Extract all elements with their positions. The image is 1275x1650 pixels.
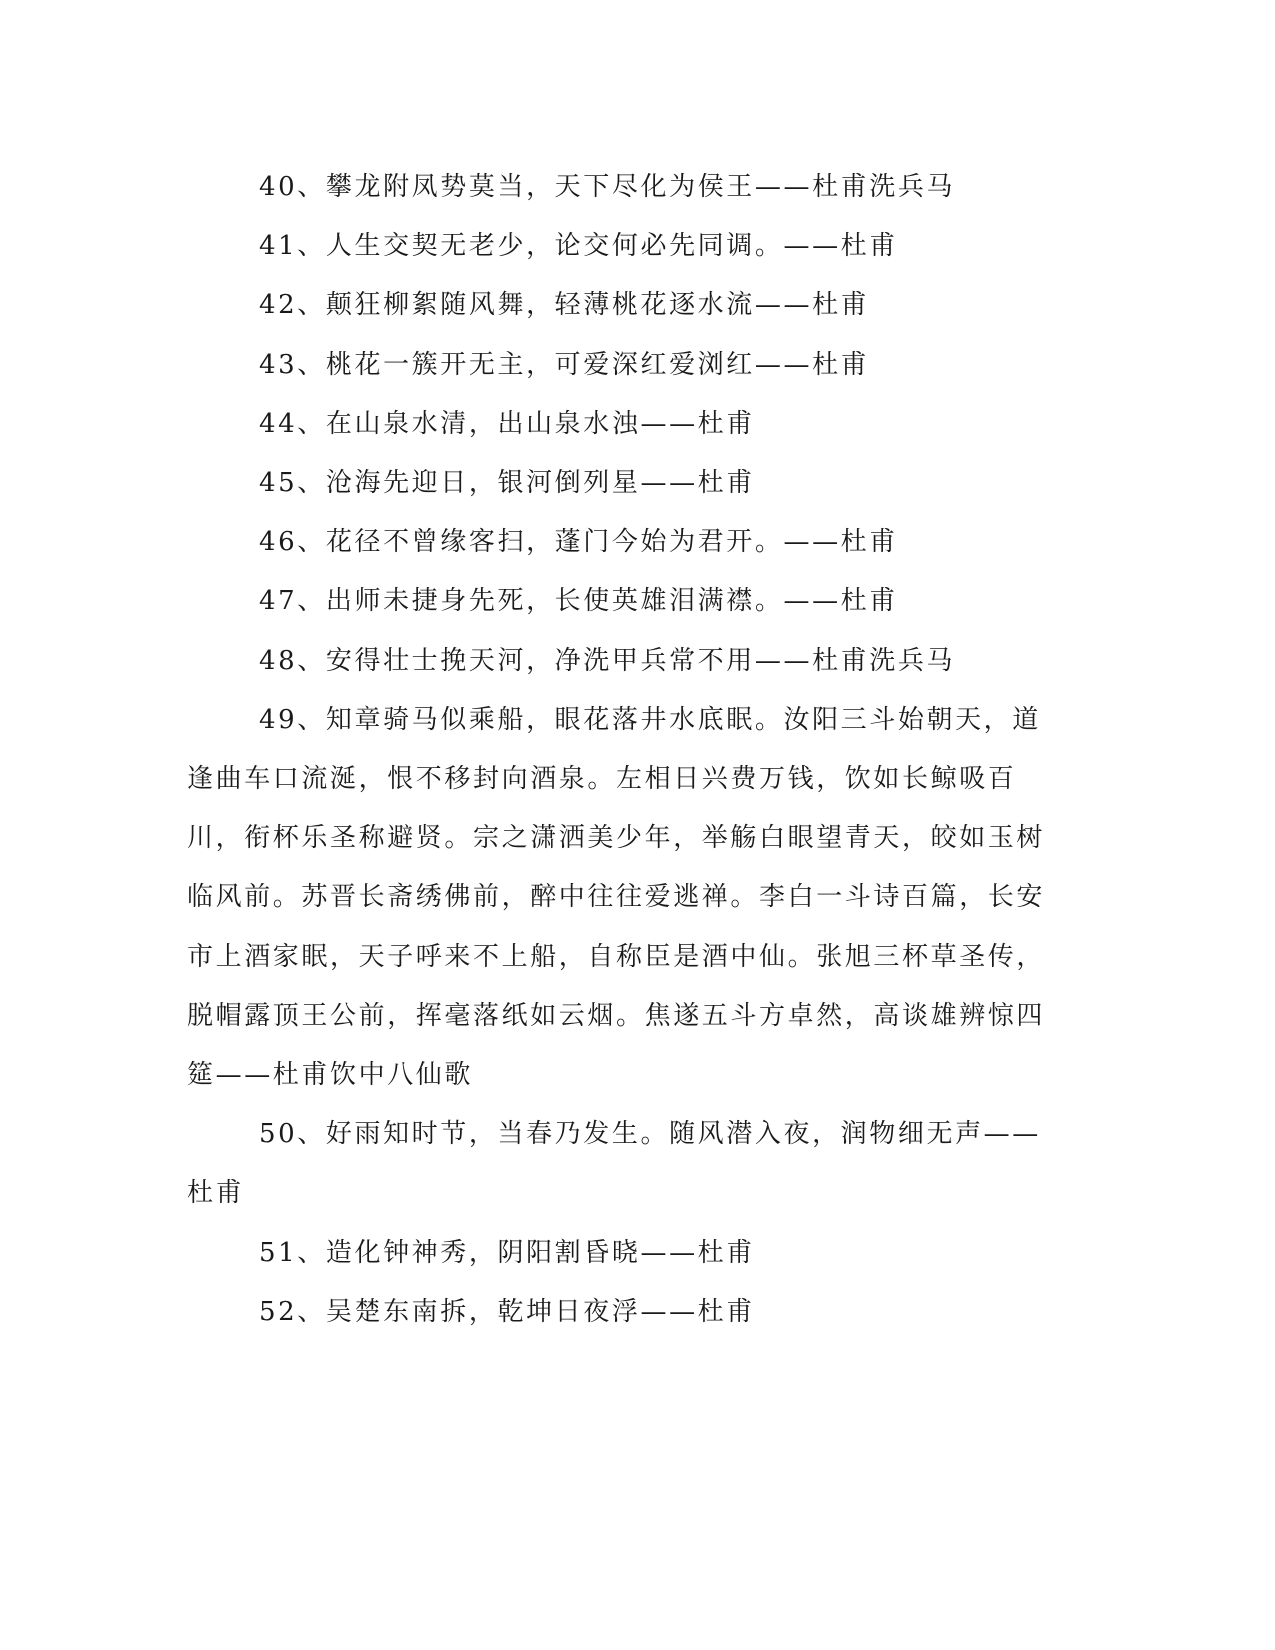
quote-paragraph-43: 43、桃花一簇开无主，可爱深红爱浏红——杜甫 bbox=[259, 349, 870, 380]
quote-paragraph-40: 40、攀龙附凤势莫当，天下尽化为侯王——杜甫洗兵马 bbox=[259, 172, 956, 202]
quote-paragraph-47: 47、出师未捷身先死，长使英雄泪满襟。——杜甫 bbox=[259, 586, 898, 617]
quote-paragraph-46: 46、花径不曾缘客扫，蓬门今始为君开。——杜甫 bbox=[259, 527, 898, 558]
quote-paragraph-50: 50、好雨知时节，当春乃发生。随风潜入夜，润物细无声——杜甫 bbox=[187, 1119, 1041, 1209]
quote-paragraph-44: 44、在山泉水清，出山泉水浊——杜甫 bbox=[259, 408, 755, 439]
quote-paragraph-51: 51、造化钟神秀，阴阳割昏晓——杜甫 bbox=[259, 1237, 755, 1268]
quote-paragraph-45: 45、沧海先迎日，银河倒列星——杜甫 bbox=[259, 468, 755, 499]
quote-paragraph-52: 52、吴楚东南拆，乾坤日夜浮——杜甫 bbox=[259, 1296, 755, 1327]
quote-paragraph-49: 49、知章骑马似乘船，眼花落井水底眠。汝阳三斗始朝天，道逢曲车口流涎，恨不移封向酒泉。左相日兴费万钱，饮如长鲸吸百川，衔杯乐圣称避贤。宗之潇洒美少年，举觞白眼望青天，皎如玉树临风前。苏晋长斋绣佛前，醉中往往爱逃禅。李白一斗诗百篇，长安市上酒家眠，天子呼来不上船，自称臣是酒中仙。张旭三杯草圣传，脱帽露顶王公前，挥毫落纸如云烟。焦遂五斗方卓然，高谈雄辨惊四筵——杜甫饮中八仙歌 bbox=[187, 704, 1046, 1091]
quote-paragraph-48: 48、安得壮士挽天河，净洗甲兵常不用——杜甫洗兵马 bbox=[259, 645, 956, 676]
quote-paragraph-41: 41、人生交契无老少，论交何必先同调。——杜甫 bbox=[259, 231, 898, 262]
document-body bbox=[187, 158, 1067, 1342]
quote-paragraph-42: 42、颠狂柳絮随风舞，轻薄桃花逐水流——杜甫 bbox=[259, 290, 870, 321]
